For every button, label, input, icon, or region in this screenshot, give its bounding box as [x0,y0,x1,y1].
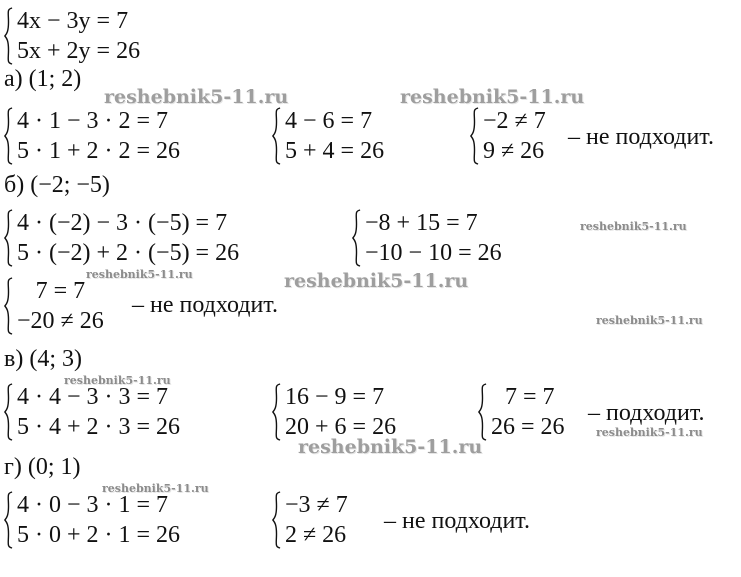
equation-line: 7 = 7 [35,278,86,304]
watermark: reshebnik5-11.ru [86,268,193,281]
equation-line: −3 ≠ 7 [285,492,348,518]
equation-line: 4 · 1 − 3 · 2 = 7 [17,108,169,134]
part-label: б) (−2; −5) [4,172,110,198]
substitution-system [4,208,239,268]
equation-line: 4 − 6 = 7 [285,108,373,134]
result-system [4,276,104,336]
watermark: reshebnik5-11.ru [596,314,703,327]
verdict-text: – не подходит. [568,124,714,150]
equation-line: 26 = 26 [491,414,565,440]
brace-icon [470,106,479,166]
equation-line: −8 + 15 = 7 [365,210,478,236]
substitution-system [4,382,180,442]
verdict-text: – не подходит. [132,292,278,318]
watermark: reshebnik5-11.ru [64,374,171,387]
equation-line: 16 − 9 = 7 [285,384,385,410]
brace-icon [4,490,13,550]
simplified-system [272,106,384,166]
part-label: в) (4; 3) [4,346,82,372]
watermark: reshebnik5-11.ru [580,220,687,233]
result-system [478,382,565,442]
equation-system [4,6,140,66]
equation-line: 4x − 3y = 7 [17,8,129,34]
watermark: reshebnik5-11.ru [104,86,289,108]
part-label: а) (1; 2) [4,66,82,92]
brace-icon [4,382,13,442]
brace-icon [478,382,487,442]
equation-line: 4 · (−2) − 3 · (−5) = 7 [17,210,228,236]
brace-icon [4,106,13,166]
equation-line: 4 · 0 − 3 · 1 = 7 [17,492,169,518]
brace-icon [272,382,281,442]
equation-line: 5 · 4 + 2 · 3 = 26 [17,414,181,440]
part-label: г) (0; 1) [4,454,81,480]
watermark: reshebnik5-11.ru [298,436,483,458]
verdict-text: – подходит. [588,400,705,426]
equation-line: 5 · 0 + 2 · 1 = 26 [17,522,181,548]
equation-line: 9 ≠ 26 [483,138,545,164]
equation-line: −2 ≠ 7 [483,108,546,134]
simplified-system [272,490,348,550]
equation-line: 5 · 1 + 2 · 2 = 26 [17,138,181,164]
watermark: reshebnik5-11.ru [400,86,585,108]
substitution-system [4,106,180,166]
simplified-system [272,382,396,442]
equation-line: 4 · 4 − 3 · 3 = 7 [17,384,169,410]
result-system [470,106,546,166]
watermark: reshebnik5-11.ru [284,270,469,292]
brace-icon [352,208,361,268]
brace-icon [272,106,281,166]
verdict-text: – не подходит. [384,508,530,534]
simplified-system [352,208,502,268]
equation-line: 5 + 4 = 26 [285,138,385,164]
equation-line: 5 · (−2) + 2 · (−5) = 26 [17,240,240,266]
equation-line: 2 ≠ 26 [285,522,347,548]
equation-line: −20 ≠ 26 [17,308,104,334]
equation-line: 7 = 7 [505,384,555,410]
brace-icon [4,276,13,336]
watermark: reshebnik5-11.ru [596,426,703,439]
equation-line: 5x + 2y = 26 [17,38,141,64]
brace-icon [4,208,13,268]
equation-line: 20 + 6 = 26 [285,414,397,440]
watermark: reshebnik5-11.ru [102,482,209,495]
equation-line: −10 − 10 = 26 [365,240,502,266]
substitution-system [4,490,180,550]
brace-icon [4,6,13,66]
brace-icon [272,490,281,550]
